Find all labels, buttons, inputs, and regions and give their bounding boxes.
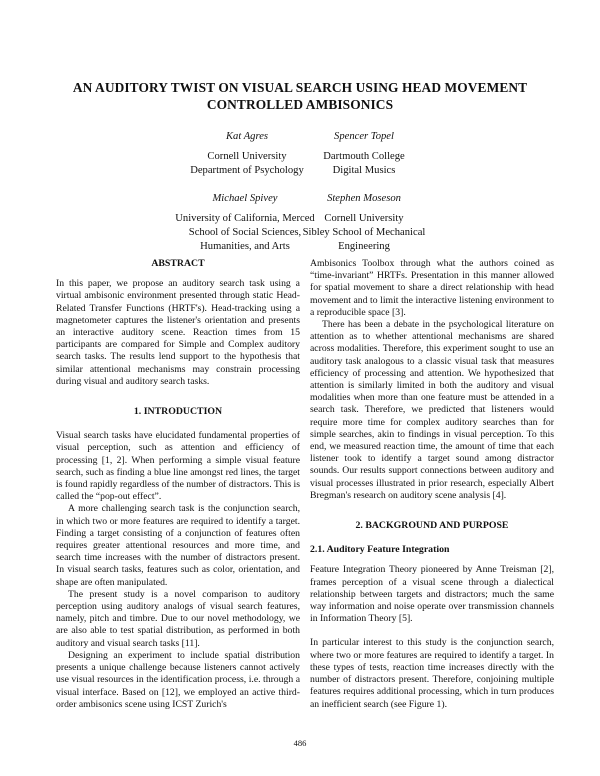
paragraph: Visual search tasks have elucidated fundamental properties of visual perception, such as attention and efficiency of processing [1, 2]. When performing a simple visual feature search, such as finding a blue line amongst red lines, the target is found rapidly regardless of the number of distractors. This is called the “pop-out effect”. — [56, 430, 300, 503]
abstract-text: In this paper, we propose an auditory search task using a virtual ambisonic environment presented through static Head-Related Transfer Functions (HRTF's). Head-tracking using a magnetometer captures the listener's orientation and presents an interactive auditory scene. Reaction times from 15 participants are compared for Simple and Complex auditory search tasks. The results lend support to the hypothesis that similar attentional mechanisms may constrain processing during visual and auditory search tasks. — [56, 278, 300, 387]
right-column — [310, 258, 554, 711]
author-affiliation: School of Social Sciences, — [188, 227, 302, 238]
author-block-2 — [254, 130, 474, 178]
page-number: 486 — [293, 738, 307, 748]
author-affiliation: Cornell University — [324, 213, 404, 224]
subsection-heading: 2.1. Auditory Feature Integration — [310, 544, 450, 556]
author-name: Spencer Topel — [334, 131, 394, 142]
author-name: Kat Agres — [225, 131, 269, 142]
paragraph: Designing an experiment to include spatial distribution presents a unique challenge because listeners cannot actively use visual resources in the identification process, i.e. through a visual interface. Based on [12], we employed an active third-order ambisonics scene using ICST Zurich's — [56, 649, 300, 710]
paragraph: There has been a debate in the psychological literature on attention as to whether attentional mechanisms are shared across modalities. Therefore, this experiment sought to use an auditory task analogous to a classic visual task that measures efficiency of processing and attention. We hypothesized that attention is similarly limited in both the auditory and visual modalities when more than one feature must be attended in a search task. Therefore, we predicted that listeners would require more time for complex auditory searches than for simple searches, akin to findings in visual perception. To this end, we measured reaction time, the amount of time that each listener took to identify a target sound among distractor sounds. Our results support connections between auditory and visual processes illustrated in prior research, especially Albert Bregman's research on auditory scene analysis [4]. — [310, 319, 554, 501]
section-heading-background: 2. BACKGROUND AND PURPOSE — [355, 520, 509, 532]
author-affiliation: Cornell University — [207, 151, 287, 162]
author-affiliation: Humanities, and Arts — [200, 241, 290, 252]
author-affiliation: Engineering — [338, 241, 390, 252]
author-affiliation: Digital Musics — [332, 165, 396, 176]
paragraph: Ambisonics Toolbox through what the authors coined as “time-invariant” HRTFs. Presentation in this manner allowed for spatial movement to share a direct relationship with head movement and to limit the interactive listening environment to a reproducible space [3]. — [310, 258, 554, 318]
author-affiliation: University of California, Merced — [175, 213, 315, 224]
author-name: Stephen Moseson — [327, 193, 401, 204]
paragraph: The present study is a novel comparison to auditory perception using auditory analogs of visual search features, namely, pitch and timbre. Due to our novel methodology, we are also able to test spatial distribution, as performed in both auditory and visual search tasks [11]. — [56, 588, 300, 649]
author-affiliation: Sibley School of Mechanical — [302, 227, 426, 238]
left-column — [56, 258, 300, 711]
paper-title: AN AUDITORY TWIST ON VISUAL SEARCH USING HEAD MOVEMENT CONTROLLED AMBISONICS — [72, 80, 528, 112]
paragraph: A more challenging search task is the conjunction search, in which two or more features are required to identify a target. Finding a target consisting of a conjunction of features often requires greater attentional resources and more time, and search time increases with the number of distractors present. In visual search tasks, features such as color, orientation, and shape are often manipulated. — [56, 503, 300, 588]
abstract-heading: ABSTRACT — [151, 258, 205, 269]
section-heading-introduction: 1. INTRODUCTION — [133, 406, 223, 418]
author-affiliation: Dartmouth College — [323, 151, 405, 162]
paragraph: Feature Integration Theory pioneered by Anne Treisman [2], frames perception of a visual scene through a dialectical relationship between targets and distractors; much the same way information and noise operate over transmission channels in Information Theory [5]. — [310, 564, 554, 625]
author-name: Michael Spivey — [212, 193, 278, 204]
author-affiliation: Department of Psychology — [190, 165, 304, 176]
paragraph: In particular interest to this study is the conjunction search, where two or more features are required to identify a target. In these types of tests, reaction time increases directly with the number of distractors present. Therefore, conjoining multiple features requires additional processing, which in turn produces an inefficient search (see Figure 1). — [310, 637, 554, 710]
author-block-4 — [254, 192, 474, 254]
